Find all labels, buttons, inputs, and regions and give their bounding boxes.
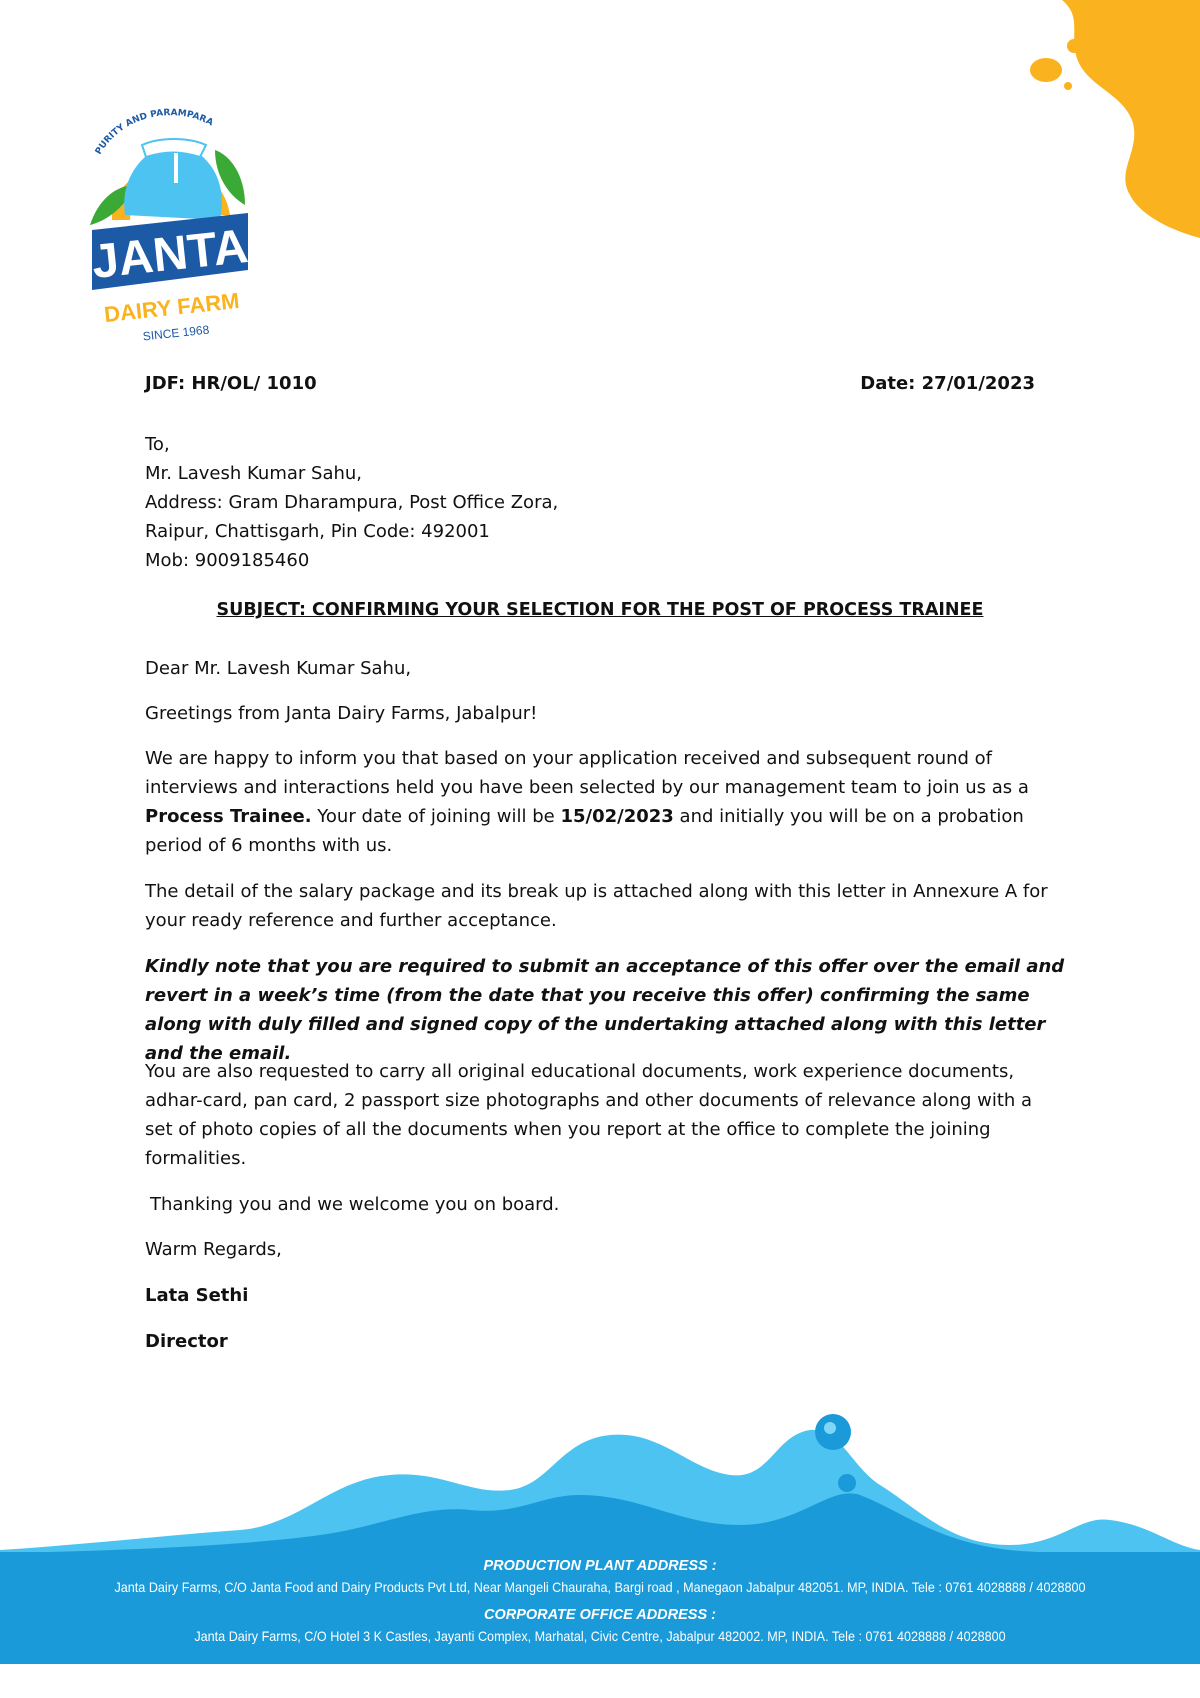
plant-address-title: PRODUCTION PLANT ADDRESS : <box>483 1558 717 1574</box>
p1-join-date: 15/02/2023 <box>560 806 674 827</box>
signatory-designation: Director <box>145 1331 228 1352</box>
blue-wave-decoration <box>0 1395 1200 1555</box>
p1-text-b: Your date of joining will be <box>311 806 561 827</box>
logo-arc-text: PURITY AND PARAMPARA <box>93 108 215 157</box>
paragraph-selection <box>145 744 1065 860</box>
logo-since-text: SINCE 1968 <box>142 322 210 344</box>
corporate-address-title: CORPORATE OFFICE ADDRESS : <box>483 1607 716 1623</box>
signatory-name: Lata Sethi <box>145 1285 249 1306</box>
recipient-mobile: Mob: 9009185460 <box>145 550 310 571</box>
recipient-block <box>145 430 1065 575</box>
paragraph-salary: The detail of the salary package and its break up is attached along with this letter in Annexure A for your ready reference and further acceptance. <box>145 881 1048 931</box>
thanks-line: Thanking you and we welcome you on board. <box>150 1194 560 1215</box>
salutation: Dear Mr. Lavesh Kumar Sahu, <box>145 658 412 679</box>
logo-sub-text: DAIRY FARM <box>102 287 241 328</box>
recipient-name: Mr. Lavesh Kumar Sahu, <box>145 463 363 484</box>
regards-line: Warm Regards, <box>145 1239 282 1260</box>
greeting: Greetings from Janta Dairy Farms, Jabalpur! <box>145 703 538 724</box>
recipient-to: To, <box>145 434 170 455</box>
footer-address-bar <box>0 1552 1200 1664</box>
orange-splash-decoration <box>1020 0 1200 240</box>
logo-brand-text: JANTA <box>89 219 251 290</box>
p1-text-a: We are happy to inform you that based on your application received and subsequent round of interviews and interactions held you have been selected by our management team to join us as a <box>145 748 1029 798</box>
letter-subject: SUBJECT: CONFIRMING YOUR SELECTION FOR THE POST OF PROCESS TRAINEE <box>216 600 984 620</box>
recipient-address-line1: Address: Gram Dharampura, Post Office Zora, <box>145 492 559 513</box>
letter-date: Date: 27/01/2023 <box>860 373 1035 394</box>
reference-number: JDF: HR/OL/ 1010 <box>145 373 317 394</box>
janta-dairy-logo <box>80 85 260 345</box>
corporate-address: Janta Dairy Farms, C/O Hotel 3 K Castles, Jayanti Complex, Marhatal, Civic Centre, Jabalpur 482002. MP, INDIA. Tele : 0761 4028888 / 4028800 <box>194 1628 1006 1644</box>
p1-role: Process Trainee. <box>145 806 312 827</box>
recipient-address-line2: Raipur, Chattisgarh, Pin Code: 492001 <box>145 521 490 542</box>
p1-text-c: and initially you will be on a probation period of 6 months with us. <box>145 806 1024 856</box>
paragraph-documents: You are also requested to carry all original educational documents, work experience documents, adhar-card, pan card, 2 passport size photographs and other documents of relevance along with a set of photo copies of all the documents when you report at the office to complete the joining formalities. <box>145 1061 1033 1169</box>
plant-address: Janta Dairy Farms, C/O Janta Food and Dairy Products Pvt Ltd, Near Mangeli Chauraha, Bargi road , Manegaon Jabalpur 482051. MP, INDIA. Tele : 0761 4028888 / 4028800 <box>114 1579 1086 1595</box>
paragraph-acceptance-note: Kindly note that you are required to submit an acceptance of this offer over the email and revert in a week’s time (from the date that you receive this offer) confirming the same along with duly filled and signed copy of the undertaking attached along with this letter and the email. <box>145 956 1065 1064</box>
